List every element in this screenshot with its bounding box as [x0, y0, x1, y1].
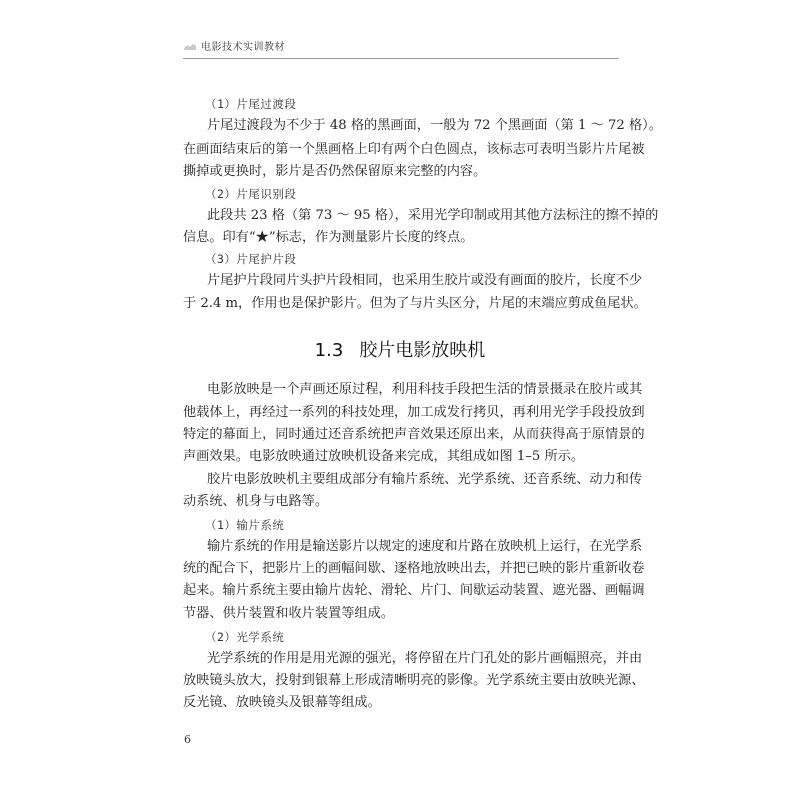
header-rule — [183, 58, 619, 59]
paragraph-line: 光学系统的作用是用光源的强光，将停留在片门孔处的影片画幅照亮，并由 — [207, 651, 643, 666]
subheading-ending-identification: （2）片尾识别段 — [205, 187, 297, 201]
paragraph-line: 片尾过渡段为不少于 48 格的黑画面，一般为 72 个黑画面（第 1 ～ 72 格）。 — [207, 118, 662, 133]
paragraph-line: 此段共 23 格（第 73 ～ 95 格），采用光学印制或用其他方法标注的擦不掉的 — [207, 208, 659, 223]
paragraph-line: 节器、供片装置和收片装置等组成。 — [183, 606, 394, 621]
section-number: 1.3 — [314, 340, 344, 361]
paragraph-line: 片尾护片段同片头护片段相同，也采用生胶片或没有画面的胶片，长度不少 — [207, 273, 643, 288]
paragraph-line: 信息。印有“★”标志，作为测量影片长度的终点。 — [183, 230, 474, 245]
subheading-ending-transition: （1）片尾过渡段 — [205, 97, 297, 111]
section-title: 胶片电影放映机 — [359, 340, 486, 361]
page-number: 6 — [184, 733, 191, 746]
paragraph-line: 统的配合下，把影片上的画幅间歇、逐格地放映出去，并把已映的影片重新收卷 — [183, 561, 645, 576]
paragraph-line: 撕掉或更换时，影片是否仍然保留原来完整的内容。 — [183, 164, 487, 179]
paragraph-line: 动系统、机身与电路等。 — [183, 494, 329, 509]
paragraph-line: 在画面结束后的第一个黑画格上印有两个白色圆点，该标志可表明当影片片尾被 — [183, 142, 645, 157]
book-logo-icon — [183, 41, 197, 51]
paragraph-line: 输片系统的作用是输送影片以规定的速度和片路在放映机上运行，在光学系 — [207, 539, 643, 554]
subheading-film-transport: （1）输片系统 — [205, 518, 285, 532]
section-heading — [0, 336, 800, 362]
paragraph-line: 于 2.4 m，作用也是保护影片。但为了与片头区分，片尾的末端应剪成鱼尾状。 — [183, 296, 647, 311]
paragraph-line: 放映镜头放大，投射到银幕上形成清晰明亮的影像。光学系统主要由放映光源、 — [183, 673, 645, 688]
paragraph-line: 声画效果。电影放映通过放映机设备来完成，其组成如图 1–5 所示。 — [183, 449, 585, 464]
header-title: 电影技术实训教材 — [201, 42, 285, 53]
paragraph-line: 反光镜、放映镜头及银幕等组成。 — [183, 695, 381, 710]
paragraph-line: 特定的幕面上，同时通过还音系统把声音效果还原出来，从而获得高于原情景的 — [183, 427, 645, 442]
paragraph-line: 胶片电影放映机主要组成部分有输片系统、光学系统、还音系统、动力和传 — [207, 472, 643, 487]
paragraph-line: 起来。输片系统主要由输片齿轮、滑轮、片门、间歇运动装置、遮光器、画幅调 — [183, 583, 645, 598]
paragraph-line: 电影放映是一个声画还原过程，利用科技手段把生活的情景摄录在胶片或其 — [207, 382, 643, 397]
running-header — [183, 38, 285, 53]
subheading-ending-protection: （3）片尾护片段 — [205, 252, 297, 266]
subheading-optical-system: （2）光学系统 — [205, 630, 285, 644]
paragraph-line: 他载体上，再经过一系列的科技处理，加工成发行拷贝，再利用光学手段投放到 — [183, 405, 645, 420]
